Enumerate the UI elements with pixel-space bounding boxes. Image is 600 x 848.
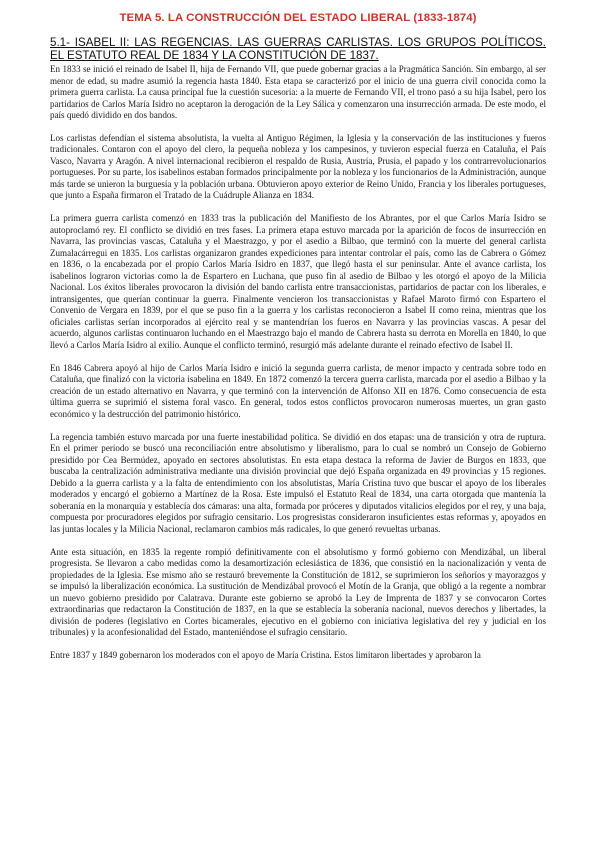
paragraph: Los carlistas defendían el sistema absolutista, la vuelta al Antiguo Régimen, la Iglesia y la conservación de las instituciones y fueros tradicionales. Contaron con el apoyo del clero, la pequeña nobleza y los campesinos, y tuvieron especial fuerza en Cataluña, el País Vasco, Navarra y Aragón. A nivel internacional recibieron el respaldo de Rusia, Austria, Prusia, el papado y los contrarrevolucionarios portugueses. Por su parte, los isabelinos estaban formados principalmente por la nobleza y los funcionarios de la Administración, aunque más tarde se unieron la burguesía y la población urbana. Obtuvieron apoyo exterior de Reino Unido, Francia y los liberales portugueses, que junto a España firmaron el Tratado de la Cuádruple Alianza en 1834. <box>50 132 546 200</box>
paragraph: Entre 1837 y 1849 gobernaron los moderados con el apoyo de María Cristina. Estos limitaron libertades y aprobaron la <box>50 650 481 660</box>
document-title: TEMA 5. LA CONSTRUCCIÓN DEL ESTADO LIBERAL (1833-1874) <box>119 12 477 24</box>
paragraph: En 1833 se inició el reinado de Isabel II, hija de Fernando VII, que puede gobernar gracias a la Pragmática Sanción. Sin embargo, al ser menor de edad, su madre asumió la regencia hasta 1840. Esta etapa se caracterizó por el inicio de una guerra civil conocida como la primera guerra carlista. La causa principal fue la cuestión sucesoria: a la muerte de Fernando VII, el trono pasó a su hija Isabel, pero los partidarios de Carlos María Isidro no aceptaron la derogación de la Ley Sálica y comenzaron una insurrección armada. De este modo, el país quedó dividido en dos bandos. <box>50 64 546 120</box>
paragraph: En 1846 Cabrera apoyó al hijo de Carlos María Isidro e inició la segunda guerra carlista, de menor impacto y centrada sobre todo en Cataluña, que finalizó con la victoria isabelina en 1849. En 1872 comenzó la tercera guerra carlista, marcada por el asedio a Bilbao y la creación de un estado alternativo en Navarra, y que terminó con la intervención de Alfonso XII en 1876. Como consecuencia de esta última guerra se suprimió el sistema foral vasco. En general, todos estos conflictos provocaron numerosas muertes, un gran gasto económico y la destrucción del patrimonio histórico. <box>50 362 546 419</box>
paragraph: La regencia también estuvo marcada por una fuerte inestabilidad política. Se dividió en dos etapas: una de transición y otra de ruptura. En el primer periodo se buscó una reconciliación entre absolutismo y liberalismo, para lo cual se nombró un Consejo de Gobierno presidido por Cea Bermúdez, apoyado en sectores absolutistas. En esta etapa destaca la reforma de Javier de Burgos en 1833, que buscaba la centralización administrativa mediante una división provincial que dejó España organizada en 49 provincias y 15 regiones. Debido a la guerra carlista y a la falta de entendimiento con los absolutistas, María Cristina tuvo que buscar el apoyo de los liberales moderados y encargó el gobierno a Martínez de la Rosa. Este impulsó el Estatuto Real de 1834, una carta otorgada que mantenía la soberanía en la monarquía y establecía dos cámaras: una alta, formada por próceres y diputados vitalicios elegidos por el rey, y una baja, compuesta por procuradores elegidos por sufragio censitario. Los progresistas consideraron insuficientes estas reformas y, apoyados en las juntas locales y la Milicia Nacional, reclamaron cambios más radicales, lo que generó revueltas urbanas. <box>50 431 546 534</box>
paragraph: La primera guerra carlista comenzó en 1833 tras la publicación del Manifiesto de los Abrantes, por el que Carlos María Isidro se autoproclamó rey. El conflicto se dividió en tres fases. La primera etapa estuvo marcada por la aparición de focos de insurrección en Navarra, las provincias vascas, Cataluña y el Maestrazgo, y por el asedio a Bilbao, que terminó con la muerte del general carlista Zumalacárregui en 1835. Los carlistas organizaron grandes expediciones para intentar controlar el país, como las de Cabrera o Gómez en 1836, o la encabezada por el propio Carlos María Isidro en 1837, que llegó hasta el sur peninsular. Ante el avance carlista, los isabelinos lograron victorias como la de Espartero en Luchana, que puso fin al asedio de Bilbao y les otorgó el apoyo de la Milicia Nacional. Los éxitos liberales provocaron la división del bando carlista entre transaccionistas, partidarios de pactar con los liberales, e intransigentes, que querían continuar la guerra. Finalmente vencieron los transaccionistas y Rafael Maroto firmó con Espartero el Convenio de Vergara en 1839, por el que se puso fin a la guerra y los carlistas reconocieron a Isabel II como reina, mientras que los oficiales carlistas serían incorporados al ejército real y se mantendrían los fueros en Navarra y las provincias vascas. A pesar del acuerdo, algunos carlistas continuaron luchando en el Maestrazgo bajo el mando de Cabrera hasta su derrota en Morella en 1840, lo que llevó a Carlos María Isidro al exilio. Aunque el conflicto terminó, resurgió más adelante durante el reinado efectivo de Isabel II. <box>50 213 546 350</box>
section-heading: 5.1- ISABEL II: LAS REGENCIAS. LAS GUERRAS CARLISTAS. LOS GRUPOS POLÍTICOS. EL ESTATUTO REAL DE 1834 Y LA CONSTITUCIÓN DE 1837. <box>50 36 546 62</box>
paragraph: Ante esta situación, en 1835 la regente rompió definitivamente con el absolutismo y formó gobierno con Mendizábal, un liberal progresista. Se llevaron a cabo medidas como la desamortización eclesiástica de 1836, que consistió en la nacionalización y venta de propiedades de la Iglesia. Ese mismo año se restauró brevemente la Constitución de 1812, se suprimieron los señoríos y mayorazgos y se impulsó la liberalización económica. La sustitución de Mendizábal provocó el Motín de la Granja, que obligó a la regente a nombrar un nuevo gobierno presidido por Calatrava. Durante este gobierno se aprobó la Ley de Imprenta de 1837 y se convocaron Cortes extraordinarias que redactaron la Constitución de 1837, en la que se establecía la soberanía nacional, nuevos derechos y libertades, la división de poderes (legislativo en Cortes bicamerales, ejecutivo en el gobierno con iniciativa legislativa del rey y judicial en los tribunales) y la aconfesionalidad del Estado, manteniéndose el sufragio censitario. <box>50 546 546 637</box>
